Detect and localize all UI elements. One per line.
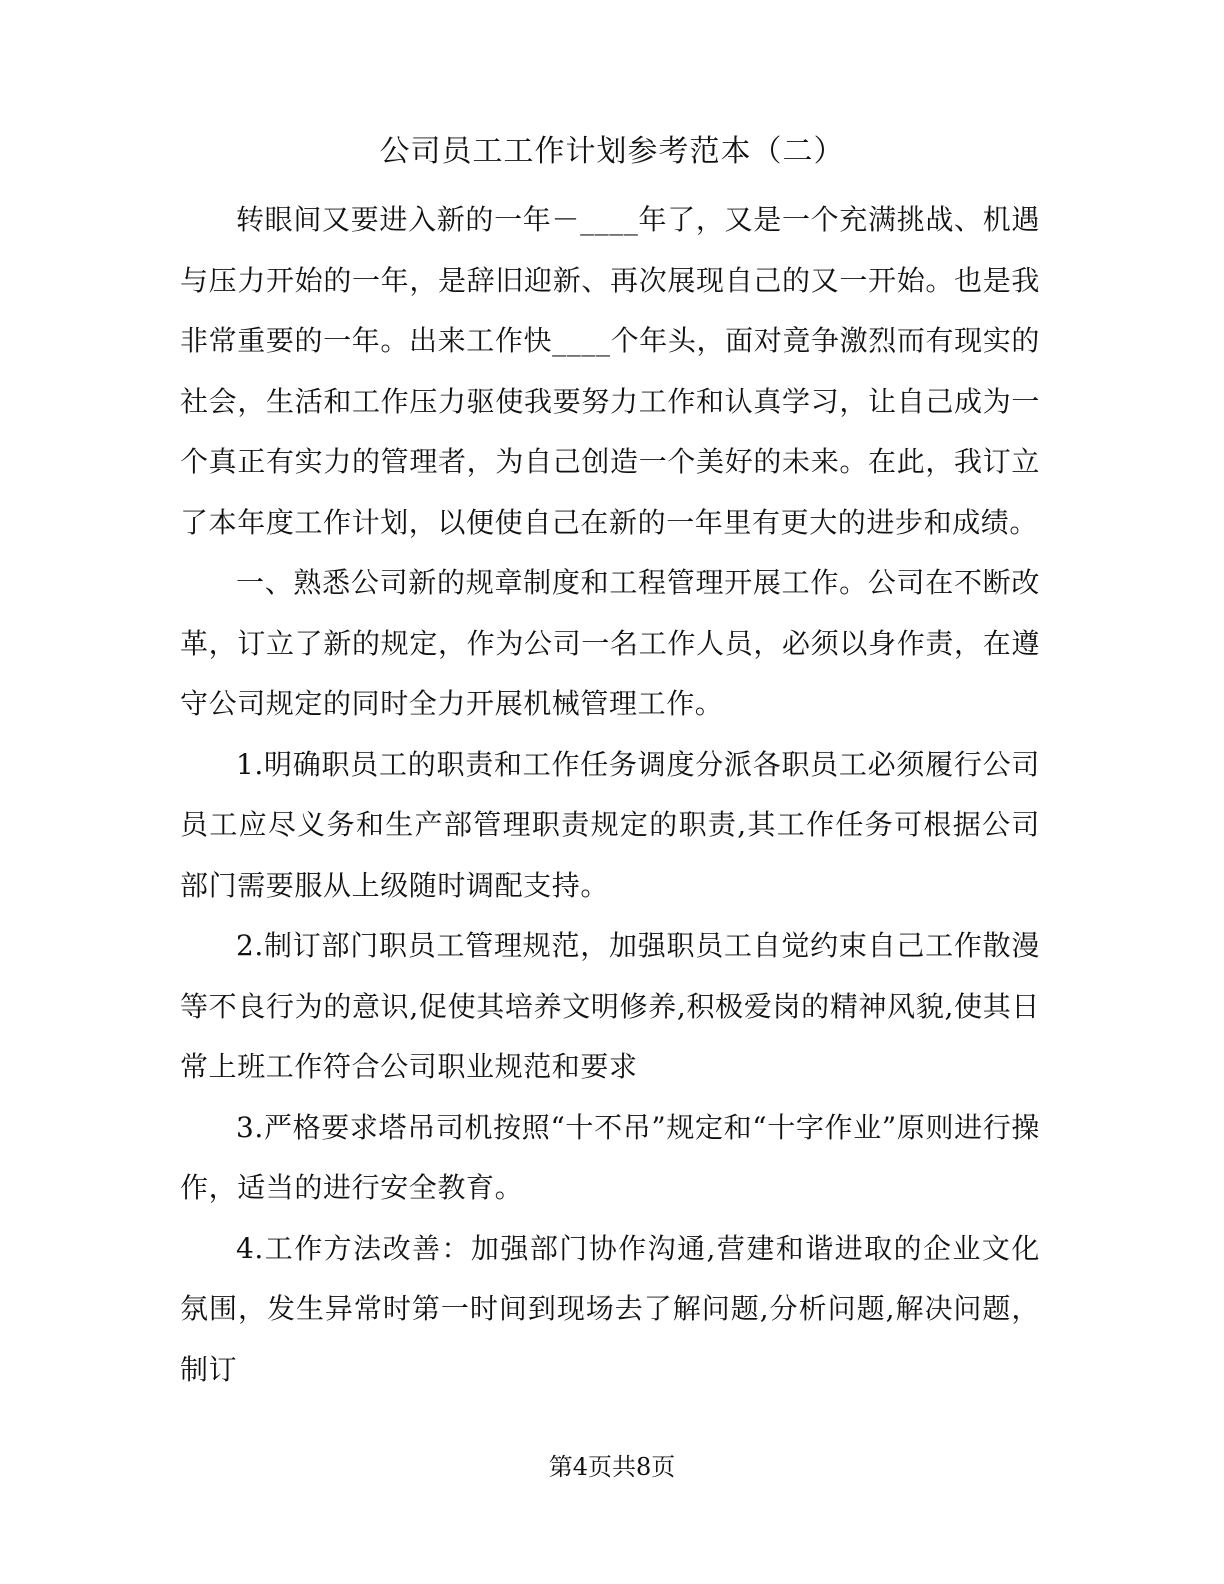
paragraph-item-3: 3.严格要求塔吊司机按照“十不吊”规定和“十字作业”原则进行操作，适当的进行安全教育。 (180, 1110, 1040, 1204)
page-number-footer: 第4页共8页 (548, 1453, 676, 1481)
paragraph-item-1: 1.明确职员工的职责和工作任务调度分派各职员工必须履行公司员工应尽义务和生产部管理职责规定的职责,其工作任务可根据公司部门需要服从上级随时调配支持。 (180, 747, 1040, 902)
paragraph-section-1: 一、熟悉公司新的规章制度和工程管理开展工作。公司在不断改革，订立了新的规定，作为公司一名工作人员，必须以身作责，在遵守公司规定的同时全力开展机械管理工作。 (180, 566, 1040, 720)
paragraph-intro: 转眼间又要进入新的一年－____年了，又是一个充满挑战、机遇与压力开始的一年，是辞旧迎新、再次展现自己的又一开始。也是我非常重要的一年。出来工作快____个年头，面对竟争激烈而有现实的社会，生活和工作压力驱使我要努力工作和认真学习，让自己成为一个真正有实力的管理者，为自己创造一个美好的未来。在此，我订立了本年度工作计划，以便使自己在新的一年里有更大的进步和成绩。 (180, 203, 1040, 539)
paragraph-item-4: 4.工作方法改善：加强部门协作沟通,营建和谐进取的企业文化氛围，发生异常时第一时间到现场去了解问题,分析问题,解决问题，制订 (180, 1231, 1040, 1386)
paragraph-item-2: 2.制订部门职员工管理规范，加强职员工自觉约束自己工作散漫等不良行为的意识,促使其培养文明修养,积极爱岗的精神风貌,使其日常上班工作符合公司职业规范和要求 (180, 929, 1040, 1083)
page-title: 公司员工工作计划参考范本（二） (379, 134, 845, 169)
document-body (180, 190, 1040, 1400)
